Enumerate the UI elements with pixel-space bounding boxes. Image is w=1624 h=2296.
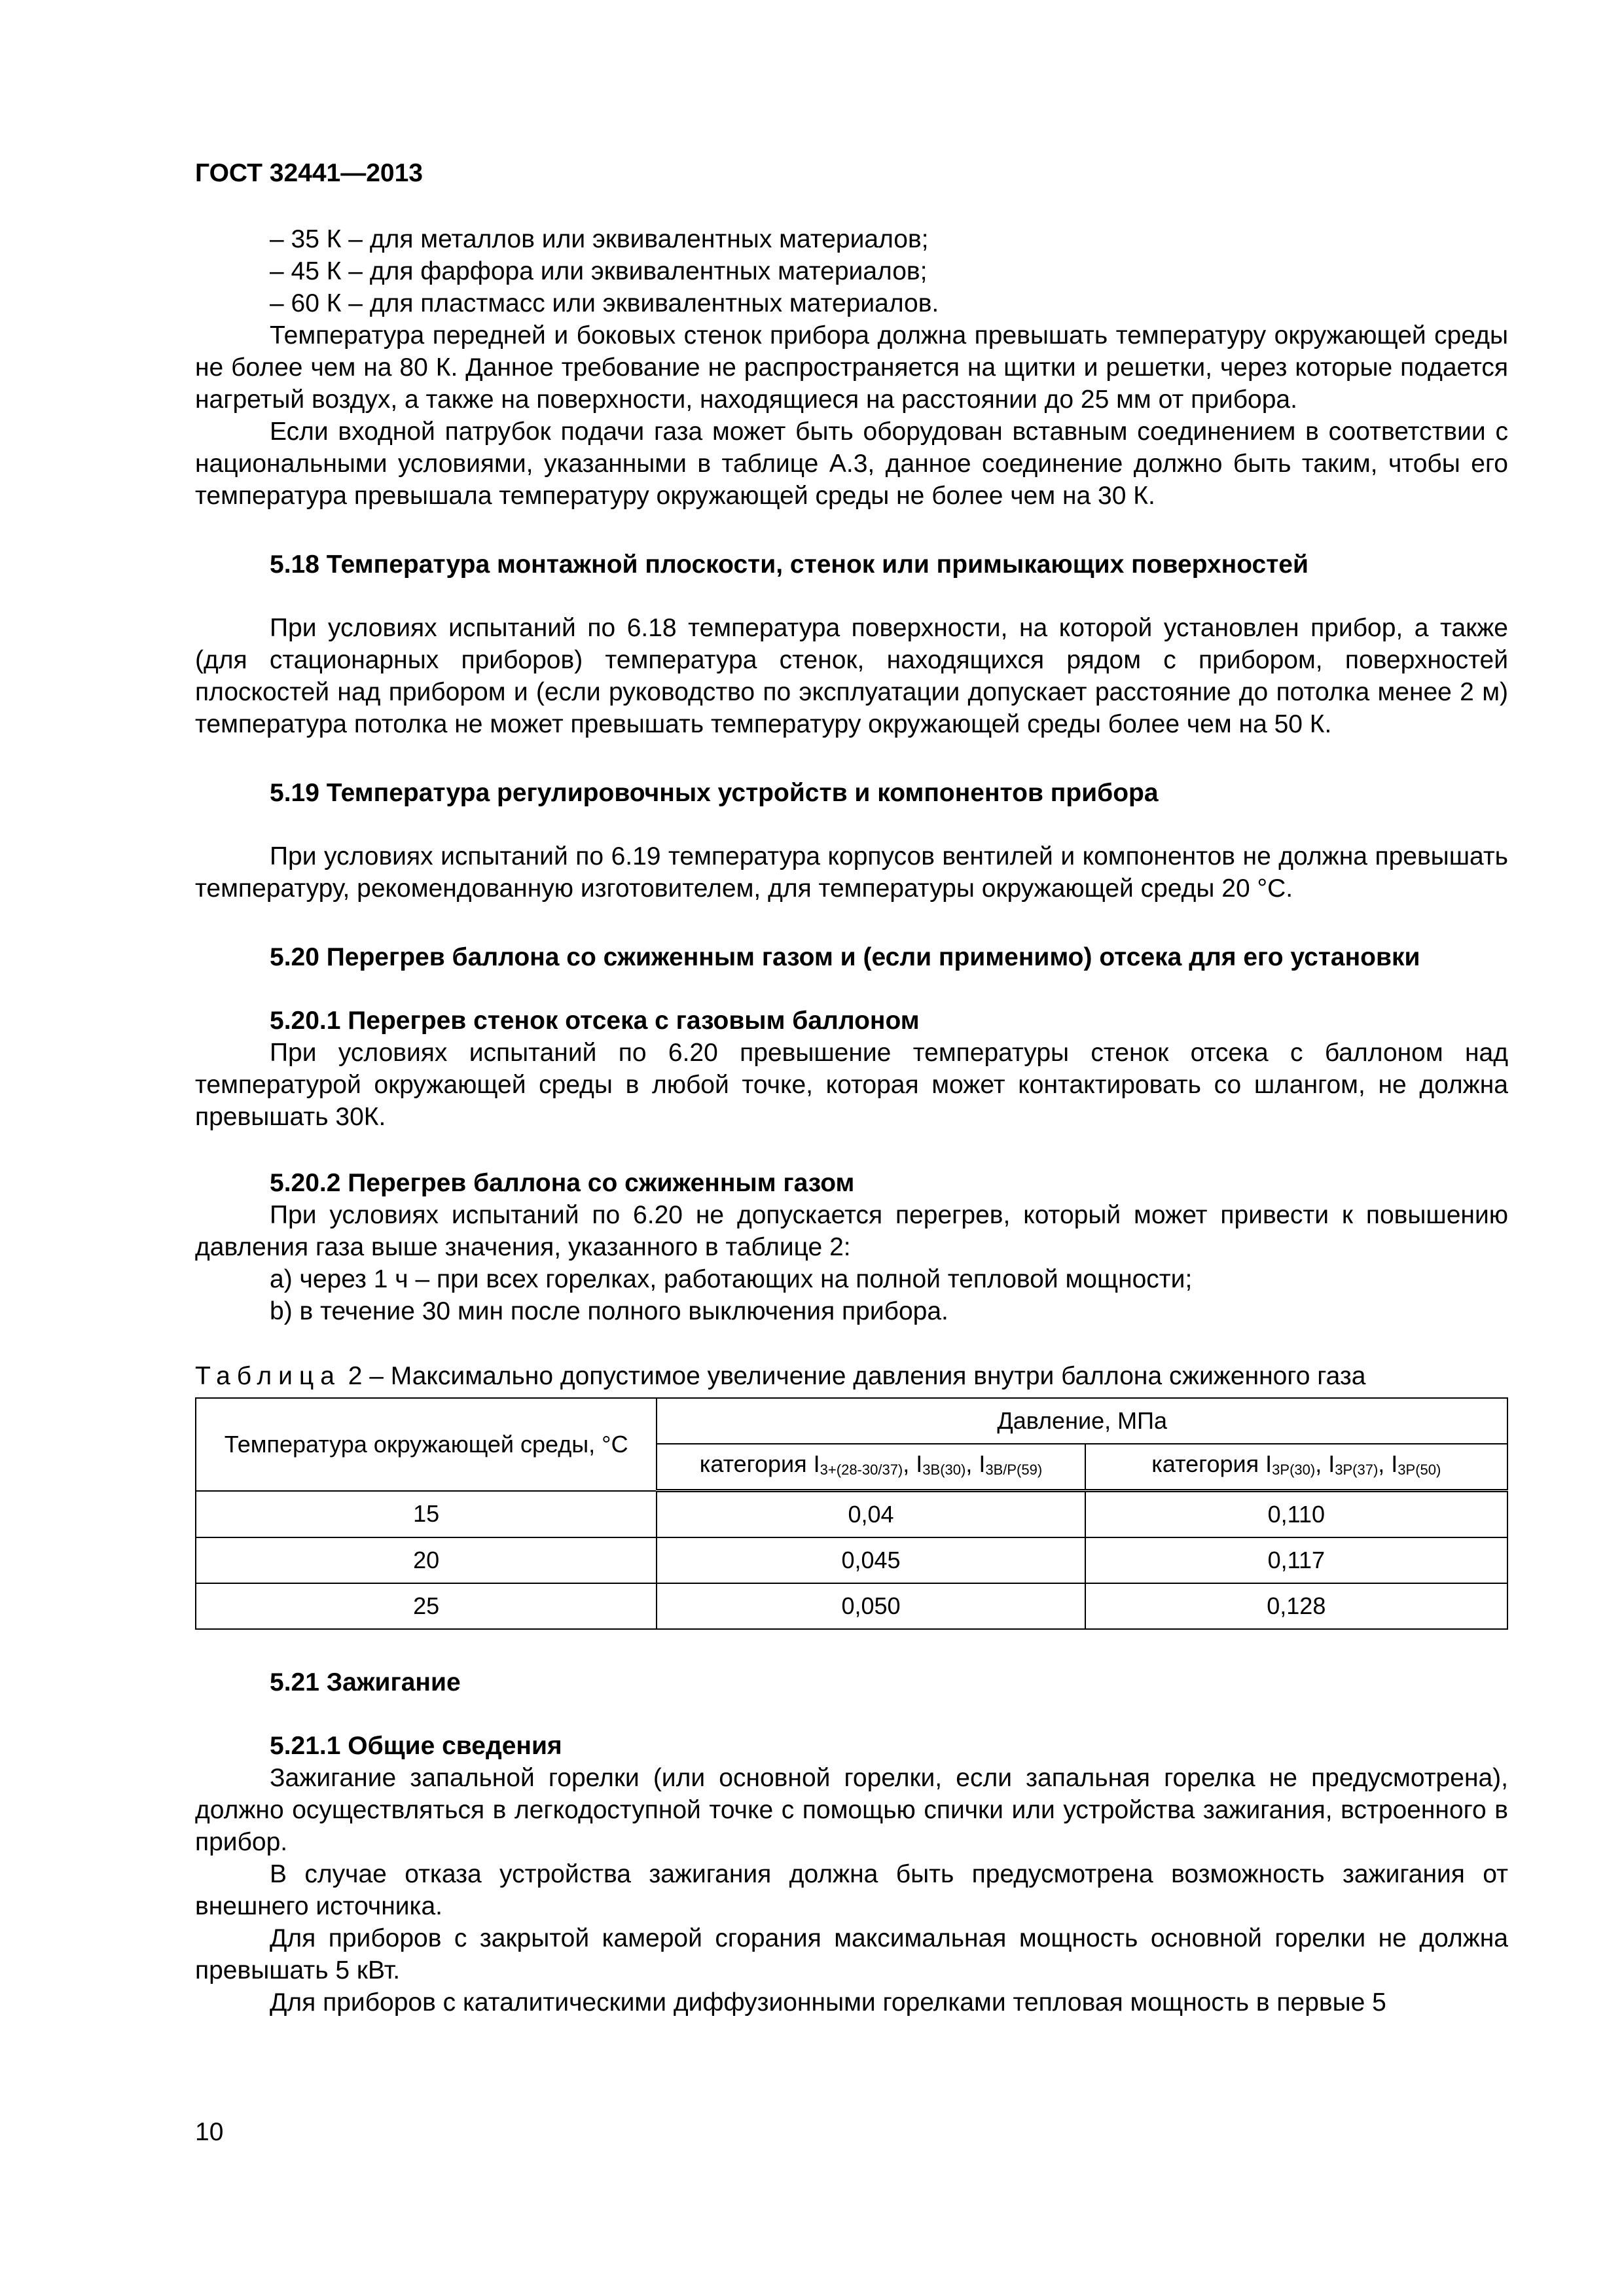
document-header: ГОСТ 32441—2013: [195, 159, 423, 187]
heating-conditions-list: [195, 1263, 1508, 1327]
temperature-limits-list: [195, 223, 1508, 319]
table-header-category-1: категория $I_{3+(28-30/37)}$, $I_{3B(30)}$, $I_{3B/P(59)}$: [657, 1444, 1085, 1491]
section-text-5-21-1: В случае отказа устройства зажигания должна быть предусмотрена возможность зажигания от внешнего источника.: [195, 1860, 1508, 1920]
section-heading-5-20-1: 5.20.1 Перегрев стенок отсека с газовым баллоном: [270, 1007, 920, 1035]
section-heading-5-21: 5.21 Зажигание: [270, 1668, 461, 1696]
list-item: a) через 1 ч – при всех горелках, работающих на полной тепловой мощности;: [270, 1265, 1193, 1293]
table-caption-text: 2 – Максимально допустимое увеличение давления внутри баллона сжиженного газа: [340, 1362, 1366, 1390]
section-text-5-21-1: Для приборов с закрытой камерой сгорания максимальная мощность основной горелки не должна превышать 5 кВт.: [195, 1924, 1508, 1984]
section-heading-5-20: 5.20 Перегрев баллона со сжиженным газом и (если применимо) отсека для его установки: [270, 943, 1420, 971]
table-cell-pressure-1: 0,050: [657, 1583, 1085, 1629]
paragraph-front-walls: Температура передней и боковых стенок прибора должна превышать температуру окружающей среды не более чем на 80 К. Данное требование не распространяется на щитки и решетки, через которые подается нагретый воздух, а также на поверхности, находящиеся на расстоянии до 25 мм от прибора.: [195, 321, 1508, 414]
section-text-5-21-1: Для приборов с каталитическими диффузионными горелками тепловая мощность в первые 5: [270, 1988, 1386, 2017]
table-header-category-2: категория $I_{3P(30)}$, $I_{3P(37)}$, $I_{3P(50)}$: [1085, 1444, 1507, 1491]
section-heading-5-21-1: 5.21.1 Общие сведения: [270, 1732, 562, 1760]
table-row: [196, 1491, 1507, 1538]
pressure-table: [195, 1397, 1508, 1630]
section-text-5-18: При условиях испытаний по 6.18 температура поверхности, на которой установлен прибор, а также (для стационарных приборов) температура стенок, находящихся рядом с прибором, поверхностей плоскостей над прибором и (если руководство по эксплуатации допускает расстояние до потолка менее 2 м) температура потолка не может превышать температуру окружающей среды более чем на 50 К.: [195, 614, 1508, 738]
page-number: 10: [195, 2118, 224, 2146]
table-cell-pressure-2: 0,128: [1085, 1583, 1507, 1629]
section-heading-5-19: 5.19 Температура регулировочных устройств и компонентов прибора: [270, 779, 1159, 807]
list-item: b) в течение 30 мин после полного выключения прибора.: [270, 1297, 948, 1325]
paragraph-inlet-connection: Если входной патрубок подачи газа может быть оборудован вставным соединением в соответствии с национальными условиями, указанными в таблице А.3, данное соединение должно быть таким, чтобы его температура превышала температуру окружающей среды не более чем на 30 К.: [195, 418, 1508, 510]
table-row: [196, 1583, 1507, 1629]
table-caption-label: Таблица: [195, 1362, 341, 1390]
table-cell-pressure-2: 0,117: [1085, 1537, 1507, 1583]
section-text-5-19: При условиях испытаний по 6.19 температура корпусов вентилей и компонентов не должна превышать температуру, рекомендованную изготовителем, для температуры окружающей среды 20 °С.: [195, 842, 1508, 903]
table-row: [196, 1537, 1507, 1583]
section-text-5-20-2: При условиях испытаний по 6.20 не допускается перегрев, который может привести к повышению давления газа выше значения, указанного в таблице 2:: [195, 1201, 1508, 1261]
table-cell-temperature: 25: [196, 1583, 657, 1629]
table-header-pressure: Давление, МПа: [657, 1398, 1507, 1444]
table-header-temperature: Температура окружающей среды, °С: [196, 1398, 657, 1491]
list-item: – 45 К – для фарфора или эквивалентных материалов;: [270, 257, 928, 285]
table-cell-temperature: 15: [196, 1491, 657, 1538]
list-item: – 60 К – для пластмасс или эквивалентных материалов.: [270, 289, 939, 317]
table-cell-pressure-2: 0,110: [1085, 1491, 1507, 1538]
table-cell-pressure-1: 0,045: [657, 1537, 1085, 1583]
list-item: – 35 К – для металлов или эквивалентных материалов;: [270, 225, 929, 253]
section-text-5-21-1: Зажигание запальной горелки (или основной горелки, если запальная горелка не предусмотрена), должно осуществляться в легкодоступной точке с помощью спички или устройства зажигания, встроенного в прибор.: [195, 1764, 1508, 1856]
table-cell-temperature: 20: [196, 1537, 657, 1583]
section-heading-5-20-2: 5.20.2 Перегрев баллона со сжиженным газом: [270, 1169, 855, 1197]
table-caption: [195, 1360, 1508, 1392]
section-heading-5-18: 5.18 Температура монтажной плоскости, стенок или примыкающих поверхностей: [270, 550, 1308, 579]
page-content: [195, 157, 1508, 2018]
section-text-5-20-1: При условиях испытаний по 6.20 превышение температуры стенок отсека с баллоном над температурой окружающей среды в любой точке, которая может контактировать со шлангом, не должна превышать 30К.: [195, 1039, 1508, 1131]
table-cell-pressure-1: 0,04: [657, 1491, 1085, 1538]
